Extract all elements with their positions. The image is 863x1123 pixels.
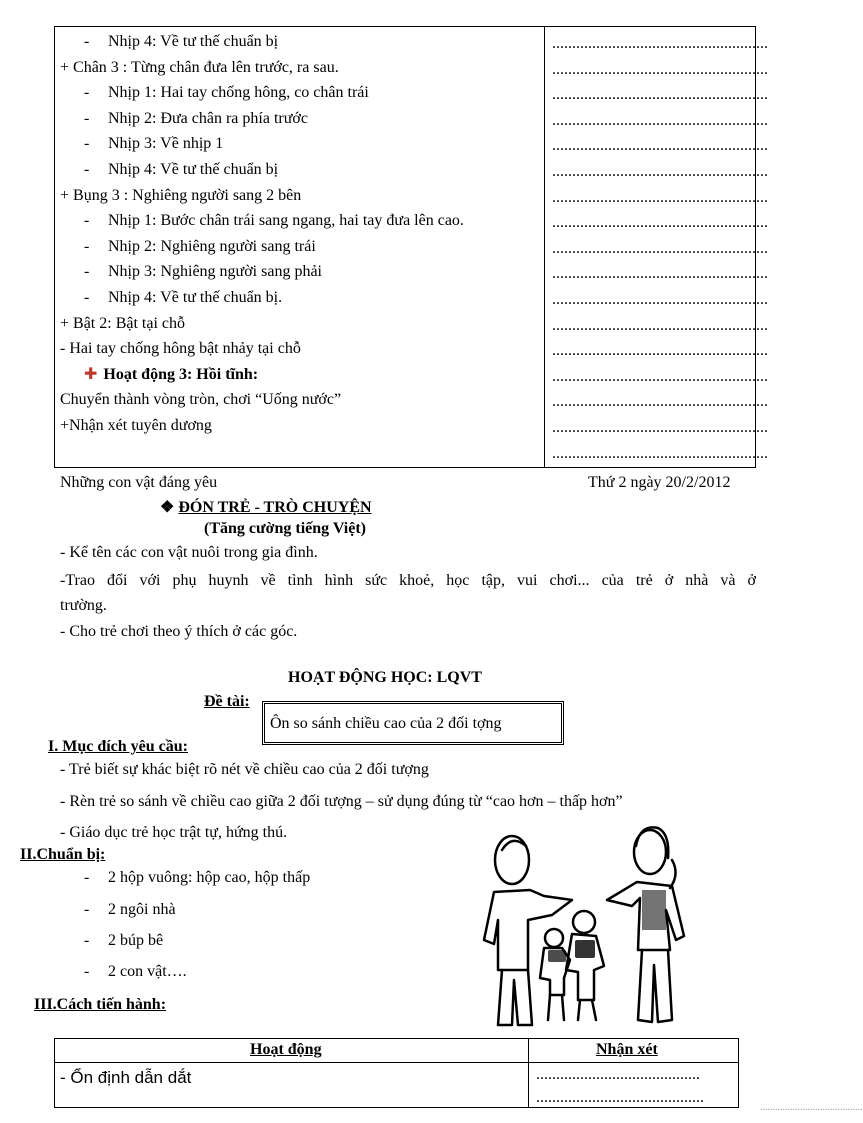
prep-item: - 2 búp bê (84, 932, 164, 949)
remark-dots: ...................................................... (552, 214, 768, 232)
activity-text: Nhịp 2: Nghiêng người sang trái (108, 237, 316, 255)
table-column-divider (544, 26, 545, 468)
corner-dots: ......................................... (760, 1102, 863, 1113)
activity-row (84, 365, 258, 385)
height-comparison-illustration (432, 820, 722, 1035)
remark-dots: ...................................................... (552, 265, 768, 283)
prep-item-4: 2 con vật…. (108, 963, 187, 980)
activity-text: Nhịp 2: Đưa chân ra phía trước (108, 109, 308, 127)
column-header-activity: Hoạt động (250, 1041, 322, 1058)
activity-text: Nhịp 1: Bước chân trái sang ngang, hai tay đưa lên cao. (108, 212, 464, 230)
don-tre-heading (160, 497, 372, 517)
activity-row (84, 211, 464, 231)
activity-text: + Bụng 3 : Nghiêng người sang 2 bên (60, 186, 302, 204)
prep-item-3: 2 búp bê (108, 932, 164, 949)
remark-dots: .......................................... (536, 1089, 704, 1106)
section-1-heading (48, 738, 188, 756)
don-tre-subtitle: (Tăng cường tiếng Việt) (204, 520, 367, 537)
activity-text: +Nhận xét tuyên dương (60, 417, 212, 434)
activity-row (84, 83, 369, 103)
topic-label: Đề tài: (204, 693, 250, 710)
prep-item: - 2 ngôi nhà (84, 901, 176, 918)
don-tre-line-1: - Kể tên các con vật nuôi trong gia đình. (60, 544, 318, 561)
activity-row (60, 416, 212, 436)
remark-dots: ...................................................... (552, 444, 768, 462)
don-tre-title: ĐÓN TRẺ - TRÒ CHUYỆN (178, 499, 372, 516)
requirement-3: - Giáo dục trẻ học trật tự, hứng thú. (60, 824, 288, 841)
activity-text: Chuyển thành vòng tròn, chơi “Uống nước” (60, 391, 342, 409)
activity-text: + Bật 2: Bật tại chỗ (60, 314, 185, 332)
don-tre-line-3: - Cho trẻ chơi theo ý thích ở các góc. (60, 623, 298, 640)
theme-title: Những con vật đáng yêu (60, 474, 218, 491)
remark-dots: ...................................................... (552, 291, 768, 308)
dash-bullet: - (84, 161, 90, 178)
activity-row (84, 288, 282, 308)
dash-bullet: - (84, 109, 90, 127)
requirement-1: - Trẻ biết sự khác biệt rõ nét về chiều cao của 2 đối tượng (60, 761, 429, 778)
column-header-remark: Nhận xét (596, 1041, 658, 1058)
diamond-bullet-icon: ❖ (160, 499, 175, 516)
activity-text: - Hai tay chống hông bật nhảy tại chỗ (60, 340, 301, 358)
remark-dots: ...................................................... (552, 393, 768, 411)
remark-dots: ...................................................... (552, 239, 768, 257)
remark-dots: ...................................................... (552, 367, 768, 385)
dash-bullet: - (84, 84, 90, 102)
activity-row (60, 390, 341, 410)
activity-text: Nhịp 4: Về tư thế chuẩn bị (108, 33, 279, 50)
activity-row (84, 109, 308, 129)
activity-row (60, 339, 301, 359)
requirement-2: - Rèn trẻ so sánh về chiều cao giữa 2 đối tượng – sử dụng đúng từ “cao hơn – thấp hơn” (60, 793, 623, 810)
topic-text: Ôn so sánh chiều cao của 2 đối tợng (270, 715, 502, 732)
lesson-title: HOẠT ĐỘNG HỌC: LQVT (288, 669, 482, 686)
remark-dots: ...................................................... (552, 188, 768, 206)
activity-text: Nhịp 4: Về tư thế chuẩn bị (108, 161, 279, 178)
dash-bullet: - (84, 237, 90, 255)
activity-row (60, 314, 185, 334)
remark-dots: ...................................................... (552, 163, 768, 180)
remark-dots: ...................................................... (552, 419, 768, 436)
activity-row (84, 134, 223, 154)
remark-dots: ...................................................... (552, 111, 768, 129)
activity-row (84, 262, 322, 282)
activity-row (60, 186, 301, 206)
pin-bullet-icon: ✚ (84, 365, 98, 383)
activity-text: + Chân 3 : Từng chân đưa lên trước, ra sau. (60, 58, 339, 76)
dash-bullet: - (84, 33, 90, 50)
activity-row (84, 160, 278, 180)
remark-dots: ......................................... (536, 1066, 700, 1083)
prep-item: - 2 con vật…. (84, 963, 187, 980)
remark-dots: ...................................................... (552, 60, 768, 78)
section-1-title: I. Mục đích yêu cầu: (48, 738, 188, 755)
activity-text: Nhịp 4: Về tư thế chuẩn bị. (108, 289, 283, 306)
section-2-heading: II.Chuẩn bị: (20, 846, 106, 863)
don-tre-line-2b: trường. (60, 597, 107, 614)
remark-dots: ...................................................... (552, 342, 768, 360)
activity-row (84, 32, 278, 52)
activity-row (60, 58, 339, 78)
prep-item: - 2 hộp vuông: hộp cao, hộp thấp (84, 869, 311, 886)
dash-bullet: - (84, 289, 90, 306)
dash-bullet: - (84, 263, 90, 281)
section-3-heading: III.Cách tiến hành: (34, 996, 167, 1013)
remark-dots: ...................................................... (552, 35, 768, 52)
remark-dots: ...................................................... (552, 316, 768, 334)
remark-dots: ...................................................... (552, 137, 768, 155)
remark-dots: ...................................................... (552, 86, 768, 104)
activity-row (84, 237, 316, 257)
don-tre-line-2: -Trao đổi với phụ huynh về tình hình sức khoẻ, học tập, vui chơi... của trẻ ở nhà và ở (60, 572, 756, 589)
activity-heading: Hoạt động 3: Hồi tĩnh: (103, 365, 259, 383)
dash-bullet: - (84, 135, 90, 153)
activity-row-1: - Ổn định dẫn dắt (60, 1068, 192, 1087)
table-column-divider (528, 1038, 529, 1108)
activity-text: Nhịp 3: Về nhịp 1 (108, 135, 224, 153)
prep-item-2: 2 ngôi nhà (108, 901, 176, 918)
dash-bullet: - (84, 212, 90, 230)
prep-item-1: 2 hộp vuông: hộp cao, hộp thấp (108, 869, 311, 886)
activity-text: Nhịp 1: Hai tay chống hông, co chân trái (108, 84, 369, 102)
date-label: Thứ 2 ngày 20/2/2012 (588, 474, 731, 491)
activity-text: Nhịp 3: Nghiêng người sang phải (108, 263, 322, 281)
table-header-divider (54, 1062, 739, 1063)
